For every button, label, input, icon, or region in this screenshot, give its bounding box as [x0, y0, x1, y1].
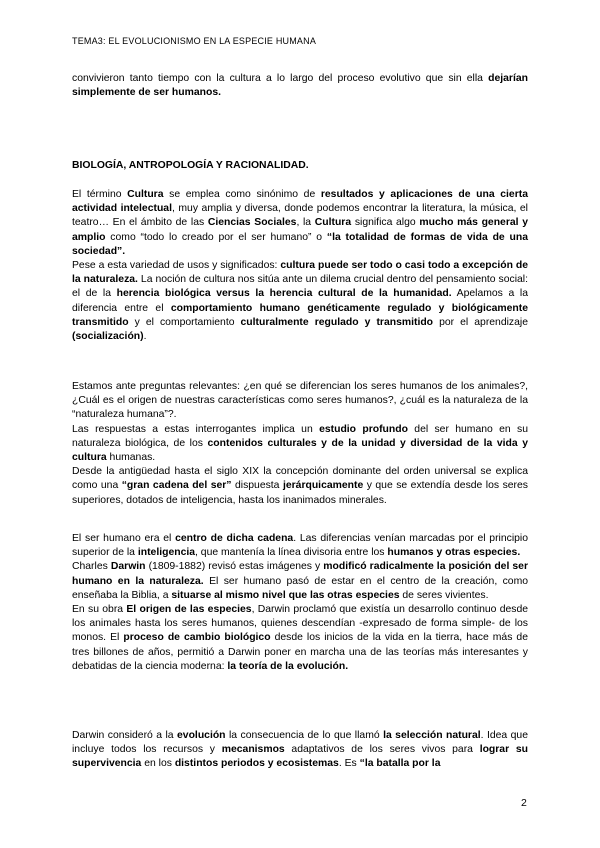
section-heading: BIOLOGÍA, ANTROPOLOGÍA Y RACIONALIDAD.	[72, 160, 309, 171]
paragraph-seleccion: Darwin consideró a la evolución la consecuencia de lo que llamó la selección natural. Idea que incluye todos los recursos y mecanismos adaptativos de los seres vivos para lograr su supervivencia en los distintos periodos y ecosistemas. Es “la batalla por la	[72, 730, 528, 770]
paragraph-origen: En su obra El origen de las especies, Darwin proclamó que existía un desarrollo continuo desde los animales hasta los seres humanos, quienes descendían -expresado de forma simple- de los monos. El proceso de cambio biológico desde los inicios de la vida en la tierra, hace más de tres billones de años, permitió a Darwin poner en marcha una de las teorías más interesantes y debatidas de la ciencia moderna: la teoría de la evolución.	[72, 604, 529, 672]
paragraph-respuestas: Las respuestas a estas interrogantes implica un estudio profundo del ser humano en su naturaleza biológica, de los contenidos culturales y de la unidad y diversidad de la vida y cultura humanas.	[72, 423, 529, 464]
paragraph-darwin: Charles Darwin (1809-1882) revisó estas imágenes y modificó radicalmente la posición del ser humano en la naturaleza. El ser humano pasó de estar en el centro de la creación, como enseñaba la Biblia, a situarse al mismo nivel que las otras especies de seres vivientes.	[72, 561, 529, 601]
intro-paragraph: convivieron tanto tiempo con la cultura a lo largo del proceso evolutivo que sin ella dejarían simplemente de ser humanos.	[72, 73, 528, 99]
page-number: 2	[521, 797, 527, 809]
paragraph-variedad: Pese a esta variedad de usos y significados: cultura puede ser todo o casi todo a excepción de la naturaleza. La noción de cultura nos sitúa ante un dilema crucial dentro del pensamiento social: el de la herencia biológica versus la herencia cultural de la humanidad. Apelamos a la diferencia entre el comportamiento humano genéticamente regulado y biológicamente transmitido y el comportamiento culturalmente regulado y transmitido por el aprendizaje (socialización).	[72, 260, 529, 343]
paragraph-ser-humano: El ser humano era el centro de dicha cadena. Las diferencias venían marcadas por el principio superior de la inteligencia, que mantenía la línea divisoria entre los humanos y otras especies. Charles Darwin (1809-1882) revisó estas imágenes y modificó radicalmente la posición del ser humano en la naturaleza. El ser humano pasó de estar en el centro de la creación, como enseñaba la Biblia, a situarse al mismo nivel que las otras especies de seres vivientes. En su obra El origen de las especies, Darwin proclamó que existía un desarrollo continuo desde los animales hasta los seres humanos, quienes descendían -expresado de forma simple- de los monos. El proceso de cambio biológico desde los inicios de la vida en la tierra, hace más de tres billones de años, permitió a Darwin poner en marcha una de las teorías más interesantes y debatidas de la ciencia moderna: la teoría de la evolución.	[72, 532, 528, 674]
paragraph-cultura: El término Cultura se emplea como sinónimo de resultados y aplicaciones de una cierta actividad intelectual, muy amplia y diversa, donde podemos encontrar la literatura, la música, el teatro… En el ámbito de las Ciencias Sociales, la Cultura significa algo mucho más general y amplio como “todo lo creado por el ser humano” o “la totalidad de formas de vida de una sociedad”. Pese a esta variedad de usos y significados: cultura puede ser todo o casi todo a excepción de la naturaleza. La noción de cultura nos sitúa ante un dilema crucial dentro del pensamiento social: el de la herencia biológica versus la herencia cultural de la humanidad. Apelamos a la diferencia entre el comportamiento humano genéticamente regulado y biológicamente transmitido y el comportamiento culturalmente regulado y transmitido por el aprendizaje (socialización).	[72, 188, 528, 344]
paragraph-preguntas: Estamos ante preguntas relevantes: ¿en qué se diferencian los seres humanos de los animales?, ¿Cuál es el origen de nuestras características como seres humanos?, ¿cuál es la naturaleza de la “naturaleza humana”?. Las respuestas a estas interrogantes implica un estudio profundo del ser humano en su naturaleza biológica, de los contenidos culturales y de la unidad y diversidad de la vida y cultura humanas. Desde la antigüedad hasta el siglo XIX la concepción dominante del orden universal se explica como una “gran cadena del ser” dispuesta jerárquicamente y que se extendía desde los seres superiores, dotados de inteligencia, hasta los inanimados minerales.	[72, 380, 528, 508]
running-header: TEMA3: EL EVOLUCIONISMO EN LA ESPECIE HUMANA	[72, 36, 317, 46]
paragraph-antiguedad: Desde la antigüedad hasta el siglo XIX la concepción dominante del orden universal se explica como una “gran cadena del ser” dispuesta jerárquicamente y que se extendía desde los seres superiores, dotados de inteligencia, hasta los inanimados minerales.	[72, 466, 528, 506]
